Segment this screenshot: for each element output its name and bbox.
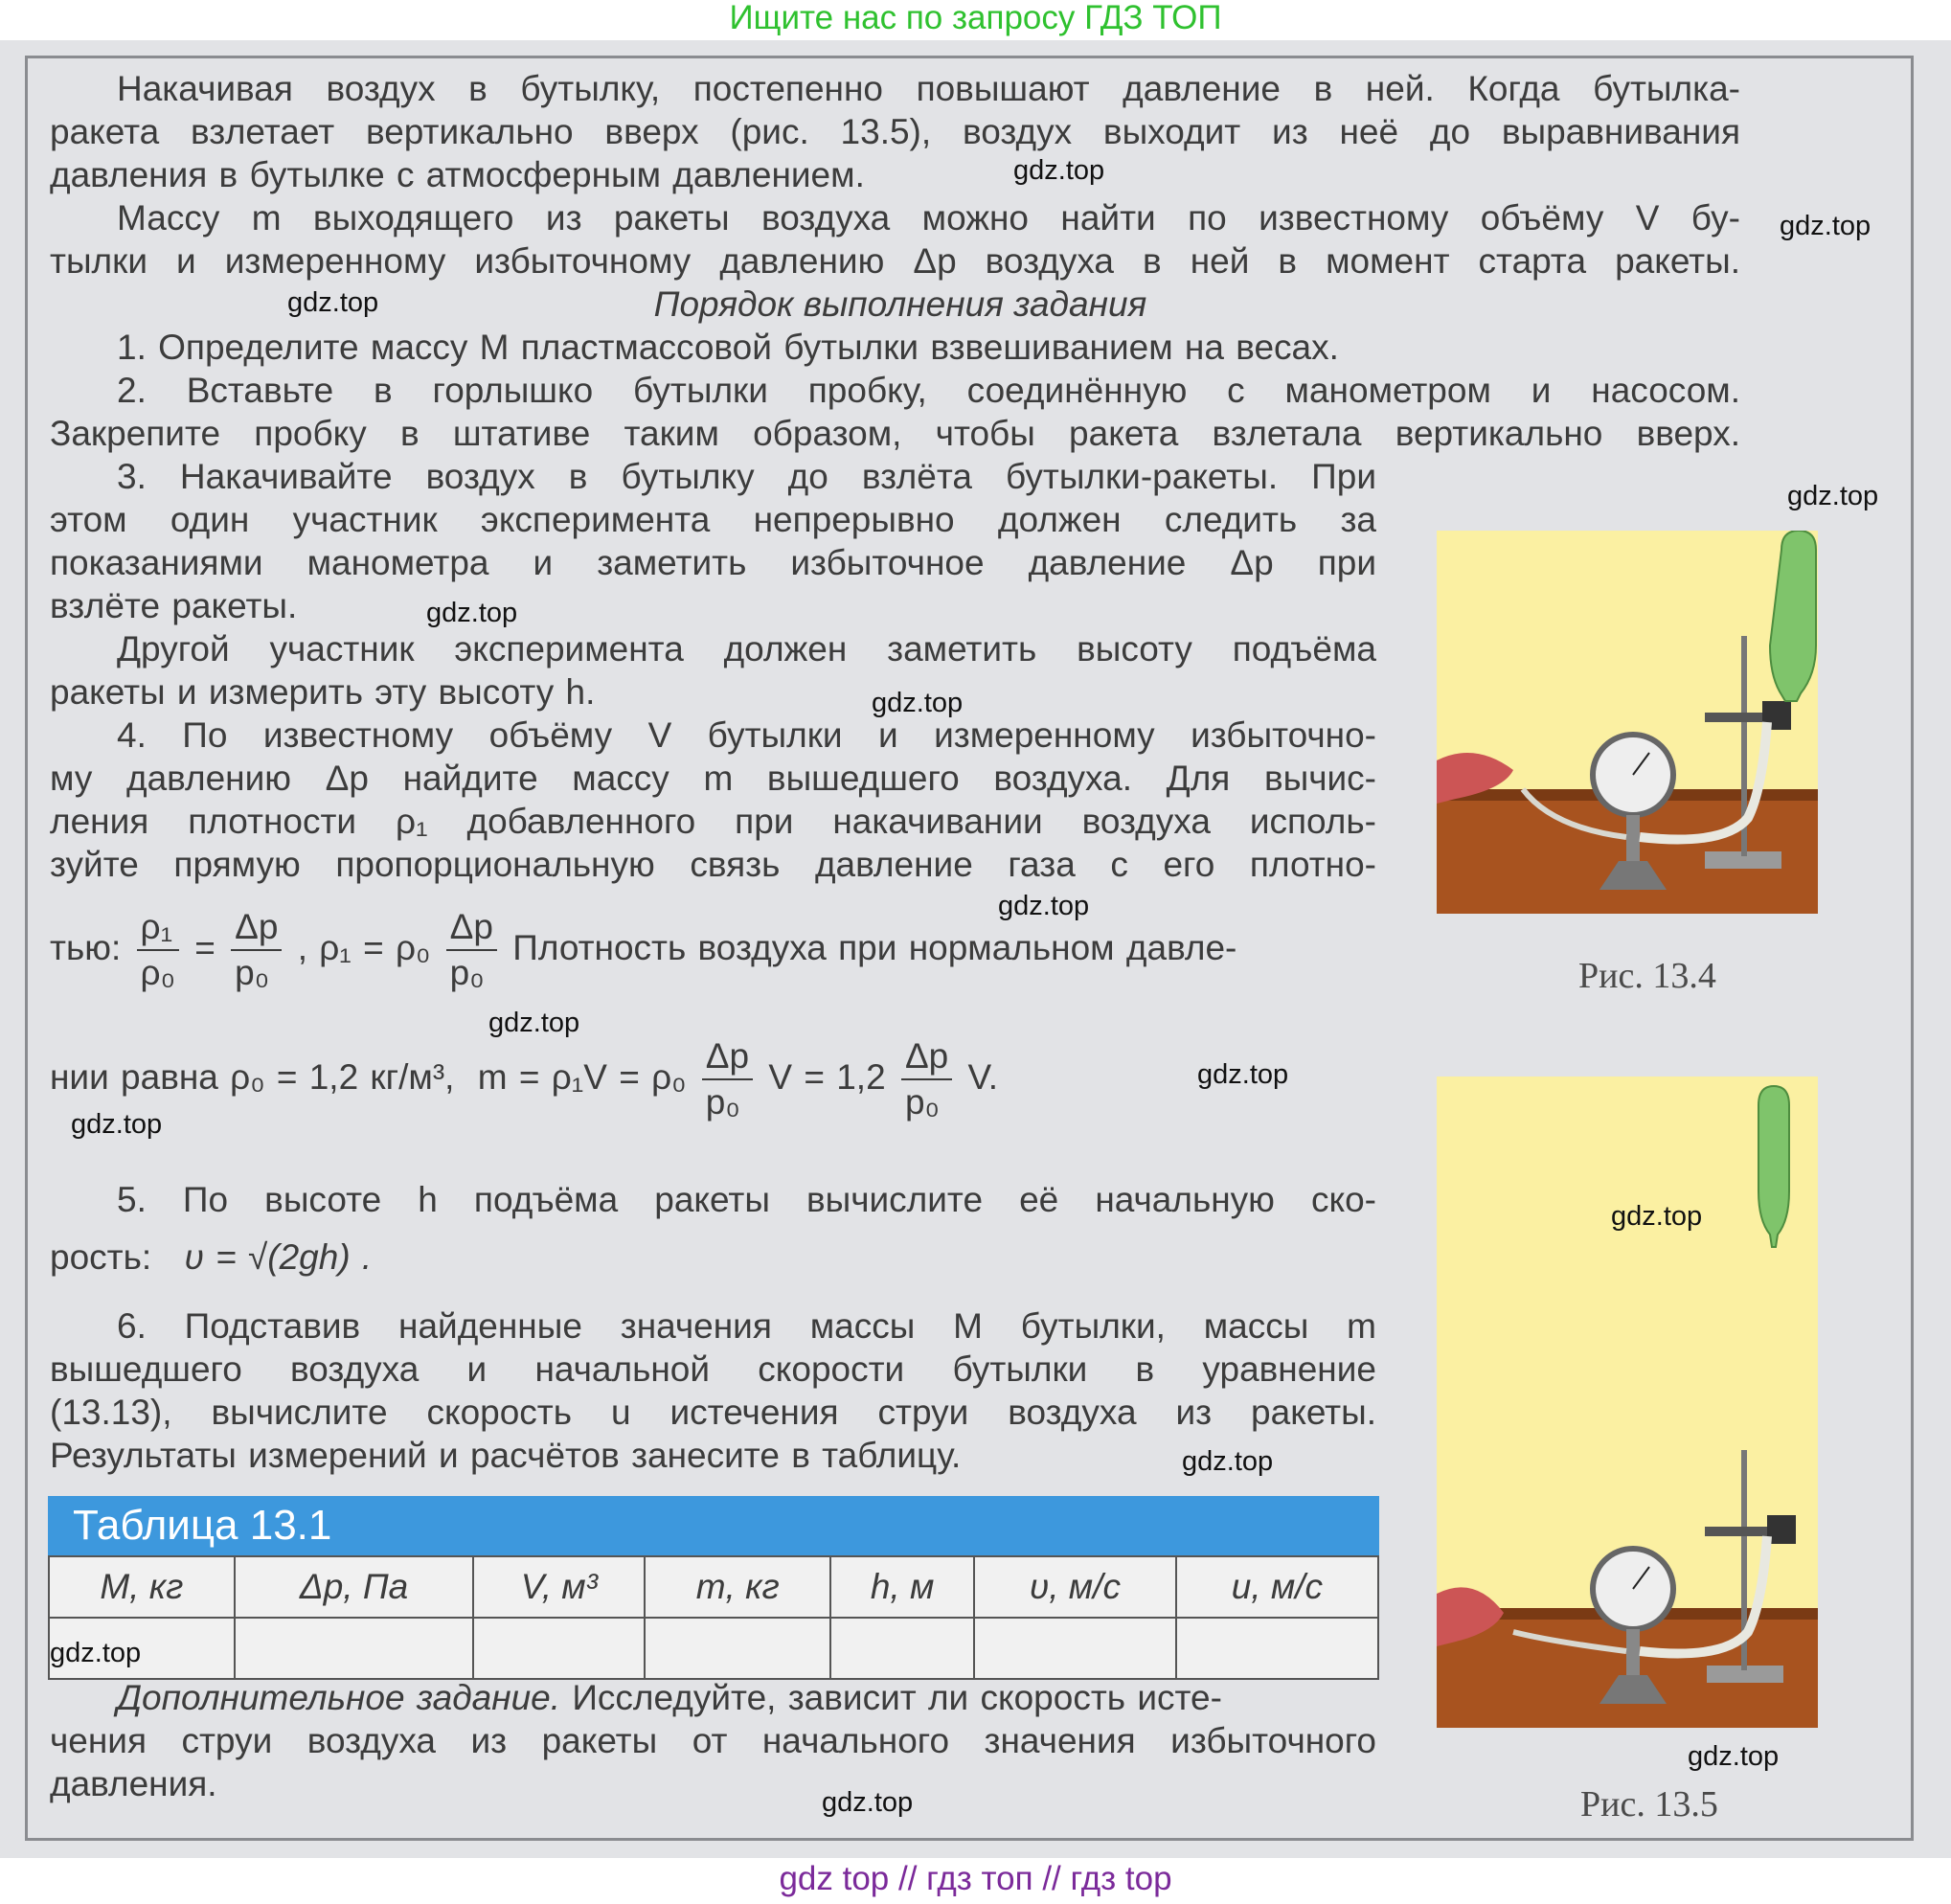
step-4-line-3: ления плотности ρ₁ добавленного при накачивании воздуха исполь- [50,802,1376,841]
watermark: gdz.top [872,688,964,718]
watermark: gdz.top [71,1109,163,1140]
extra-task-line-1 [117,1676,1376,1719]
table-header-cell: m, кг [645,1556,830,1618]
fraction-dp-2-den: p₀ [449,953,485,992]
step-4-line-1: 4. По известному объёму V бутылки и измеренному избыточно- [117,715,1376,755]
formula-intro: тью: [50,927,122,967]
watermark: gdz.top [1688,1741,1780,1772]
extra-task-text: Исследуйте, зависит ли скорость исте- [572,1678,1222,1717]
fraction-dp-num: Δp [231,905,282,951]
step-4-line-2: му давлению Δp найдите массу m вышедшего воздуха. Для вычис- [50,759,1376,798]
step-3b-line-1: Другой участник эксперимента должен заметить высоту подъёма [117,629,1376,669]
table-header-cell: h, м [830,1556,974,1618]
density-formula-line [50,905,1376,995]
top-banner[interactable]: Ищите нас по запросу ГДЗ ТОП [729,0,1222,36]
table-header-cell: Δp, Па [235,1556,474,1618]
fraction-dp-3 [702,1034,753,1124]
step-6-line-3: (13.13), вычислите скорость u истечения струи воздуха из ракеты. [50,1393,1376,1432]
rho1-expression: , ρ₁ = ρ₀ [297,927,431,967]
paragraph-2-line-2: тылки и измеренному избыточному давлению Δp воздуха в ней в момент старта ракеты. [50,241,1740,281]
table-header-cell: u, м/с [1176,1556,1378,1618]
watermark: gdz.top [50,1638,142,1668]
step-2-line-2: Закрепите пробку в штативе таким образом, чтобы ракета взлетала вертикально вверх. [50,414,1740,453]
table-header-row [49,1556,1378,1618]
watermark: gdz.top [1197,1059,1289,1090]
table-cell [974,1618,1176,1679]
speed-formula: υ = √(2gh) . [184,1237,373,1277]
fraction-rho-den: ρ₀ [140,953,175,992]
fraction-dp-den: p₀ [235,953,270,992]
step-6-line-4: Результаты измерений и расчётов занесите в таблицу. [50,1436,962,1475]
step-3-line-1: 3. Накачивайте воздух в бутылку до взлёта бутылки-ракеты. При [117,457,1376,496]
table-cell [235,1618,474,1679]
mass-formula-line [50,1034,1376,1124]
fraction-dp-4-den: p₀ [904,1082,940,1122]
equals-sign: = [194,927,216,967]
watermark: gdz.top [488,1008,580,1038]
mass-coefficient: V = 1,2 [768,1056,886,1097]
watermark: gdz.top [1611,1201,1703,1232]
speed-intro: рость: [50,1237,152,1277]
step-6-line-1: 6. Подставив найденные значения массы M бутылки, массы m [117,1306,1376,1346]
fraction-dp-2-num: Δp [446,905,497,951]
density-text: Плотность воздуха при нормальном давле- [512,927,1237,967]
watermark: gdz.top [1787,481,1879,511]
table-cell [830,1618,974,1679]
rho0-value: нии равна ρ₀ = 1,2 кг/м³, [50,1056,455,1097]
fraction-dp-3-den: p₀ [705,1082,740,1122]
watermark: gdz.top [1182,1446,1274,1477]
table-cell [1176,1618,1378,1679]
paragraph-1-line-3: давления в бутылке с атмосферным давлением. [50,155,865,194]
table-header-cell: V, м³ [473,1556,645,1618]
figure-13-4-photo [1437,531,1818,914]
watermark: gdz.top [426,598,518,628]
watermark: gdz.top [287,287,379,318]
step-6-line-2: вышедшего воздуха и начальной скорости бутылки в уравнение [50,1349,1376,1389]
mass-expression: m = ρ₁V = ρ₀ [477,1056,687,1097]
figure-13-4-caption: Рис. 13.4 [1578,956,1716,996]
step-5-line-1: 5. По высоте h подъёма ракеты вычислите её начальную ско- [117,1180,1376,1219]
table-cell [645,1618,830,1679]
paragraph-1-line-2: ракета взлетает вертикально вверх (рис. 13.5), воздух выходит из неё до выравнивания [50,112,1740,151]
watermark: gdz.top [998,891,1090,921]
extra-task-line-3: давления. [50,1764,217,1803]
watermark: gdz.top [1780,211,1872,241]
mass-end: V. [967,1056,999,1097]
fraction-dp [231,905,282,995]
extra-task-label: Дополнительное задание. [117,1678,561,1717]
paragraph-1-line-1: Накачивая воздух в бутылку, постепенно повышают давление в ней. Когда бутылка- [117,69,1740,108]
step-3-line-2: этом один участник эксперимента непрерывно должен следить за [50,500,1376,539]
figure-13-5-illustration [1437,1077,1818,1728]
extra-task-line-2: чения струи воздуха из ракеты от начального значения избыточного [50,1721,1376,1760]
paragraph-2-line-1: Массу m выходящего из ракеты воздуха можно найти по известному объёму V бу- [117,198,1740,238]
figure-13-5-photo [1437,1077,1818,1728]
step-5-line-2 [50,1235,1376,1279]
step-3b-line-2: ракеты и измерить эту высоту h. [50,672,596,712]
fraction-rho [137,905,179,995]
textbook-page [0,40,1951,1858]
table-cell [473,1618,645,1679]
table-title: Таблица 13.1 [48,1496,1379,1555]
figure-13-5-caption: Рис. 13.5 [1580,1784,1718,1825]
figure-13-4-illustration [1437,531,1818,914]
step-4-line-4: зуйте прямую пропорциональную связь давление газа с его плотно- [50,845,1376,884]
fraction-dp-4-num: Δp [901,1034,952,1080]
step-3-line-4: взлёте ракеты. [50,586,298,625]
watermark: gdz.top [822,1787,914,1818]
fraction-dp-4 [901,1034,952,1124]
step-3-line-3: показаниями манометра и заметить избыточное давление Δp при [50,543,1376,582]
step-2-line-1: 2. Вставьте в горлышко бутылки пробку, соединённую с манометром и насосом. [117,371,1740,410]
watermark: gdz.top [1013,155,1105,186]
table-row [49,1618,1378,1679]
table-header-cell: M, кг [49,1556,235,1618]
order-title: Порядок выполнения задания [653,284,1147,324]
fraction-dp-3-num: Δp [702,1034,753,1080]
bottom-banner[interactable]: gdz top // гдз топ // гдз top [779,1860,1172,1897]
fraction-rho-num: ρ₁ [137,905,179,951]
step-1: 1. Определите массу M пластмассовой бутылки взвешиванием на весах. [117,328,1339,367]
fraction-dp-2 [446,905,497,995]
table-header-cell: υ, м/с [974,1556,1176,1618]
table-grid [48,1555,1379,1680]
results-table [48,1496,1379,1680]
